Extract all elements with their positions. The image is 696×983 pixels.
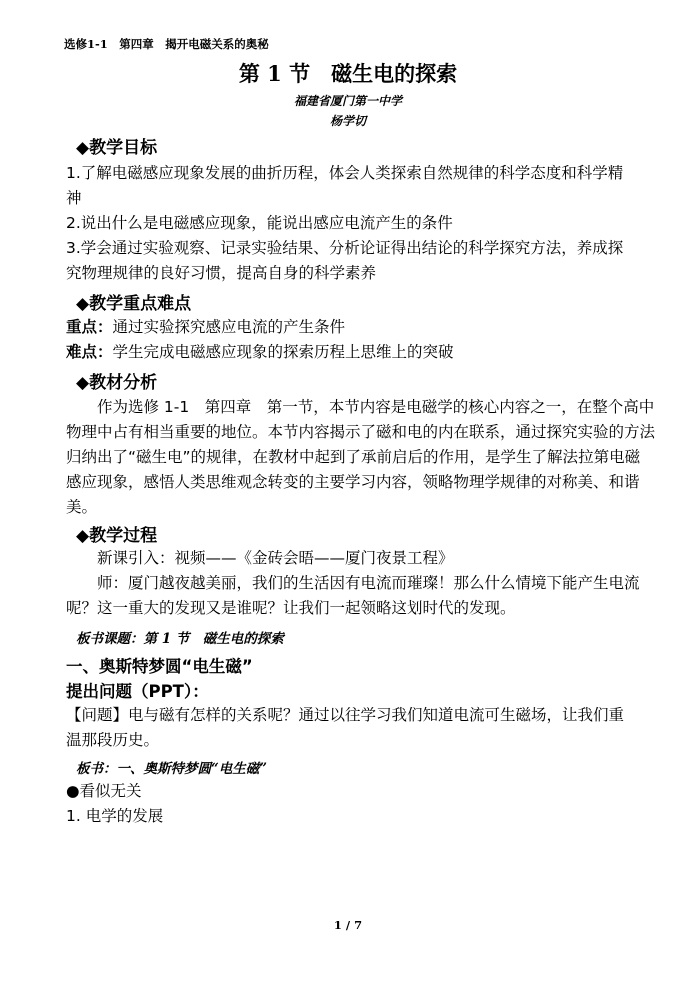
goal-1-line2: 神: [66, 189, 82, 207]
question-line2: 温那段历史。: [66, 731, 160, 749]
goal-1-line1: 1.了解电磁感应现象发展的曲折历程，体会人类探索自然规律的科学态度和科学精: [66, 164, 624, 182]
author-name: 杨学切: [329, 114, 366, 128]
analysis-line5: 美。: [66, 498, 98, 516]
analysis-line3: 归纳出了“磁生电”的规律，在教材中起到了承前启后的作用，是学生了解法拉第电磁: [66, 448, 641, 466]
key-points-heading: ◆教学重点难点: [76, 294, 192, 314]
difficulty-line: [66, 340, 454, 365]
analysis-line2: 物理中占有相当重要的地位。本节内容揭示了磁和电的内在联系，通过探究实验的方法: [66, 423, 656, 441]
focus-line: [66, 315, 345, 340]
goal-2: 2.说出什么是电磁感应现象，能说出感应电流产生的条件: [66, 214, 453, 232]
pose-question: 提出问题（PPT）：: [66, 682, 209, 701]
item-1: 1. 电学的发展: [66, 807, 164, 825]
focus-text: 通过实验探究感应电流的产生条件: [112, 318, 346, 336]
running-header: 选修1-1 第四章 揭开电磁关系的奥秘: [64, 37, 269, 51]
question-line1: 【问题】电与磁有怎样的关系呢？通过以往学习我们知道电流可生磁场，让我们重: [66, 706, 625, 724]
part1-heading: 一、奥斯特梦圆“电生磁”: [66, 657, 253, 676]
bullet-line: ●看似无关: [66, 782, 142, 800]
teacher-line2: 呢？这一重大的发现又是谁呢？让我们一起领略这划时代的发现。: [66, 599, 516, 617]
teacher-line1: 师：厦门越夜越美丽，我们的生活因有电流而璀璨！那么什么情境下能产生电流: [97, 574, 640, 592]
goals-heading: ◆教学目标: [76, 138, 158, 158]
difficulty-text: 学生完成电磁感应现象的探索历程上思维上的突破: [112, 343, 454, 361]
analysis-heading: ◆教材分析: [76, 373, 158, 393]
lesson-title: 第 1 节 磁生电的探索: [238, 61, 458, 86]
process-intro: 新课引入：视频——《金砖会晤——厦门夜景工程》: [97, 549, 454, 567]
process-heading: ◆教学过程: [76, 526, 158, 546]
board-part1: 板书：一、奥斯特梦圆“电生磁”: [76, 761, 268, 777]
analysis-line1: 作为选修 1-1 第四章 第一节，本节内容是电磁学的核心内容之一，在整个高中: [97, 398, 655, 416]
school-name: 福建省厦门第一中学: [293, 94, 402, 108]
analysis-line4: 感应现象，感悟人类思维观念转变的主要学习内容，领略物理学规律的对称美、和谐: [66, 473, 640, 491]
focus-label: 重点：: [66, 318, 113, 336]
goal-3-line2: 究物理规律的良好习惯，提高自身的科学素养: [66, 264, 377, 282]
goal-3-line1: 3.学会通过实验观察、记录实验结果、分析论证得出结论的科学探究方法，养成探: [66, 239, 624, 257]
difficulty-label: 难点：: [66, 343, 113, 361]
board-title: 板书课题：第 1 节 磁生电的探索: [76, 631, 284, 647]
page-number: 1 / 7: [333, 918, 363, 932]
